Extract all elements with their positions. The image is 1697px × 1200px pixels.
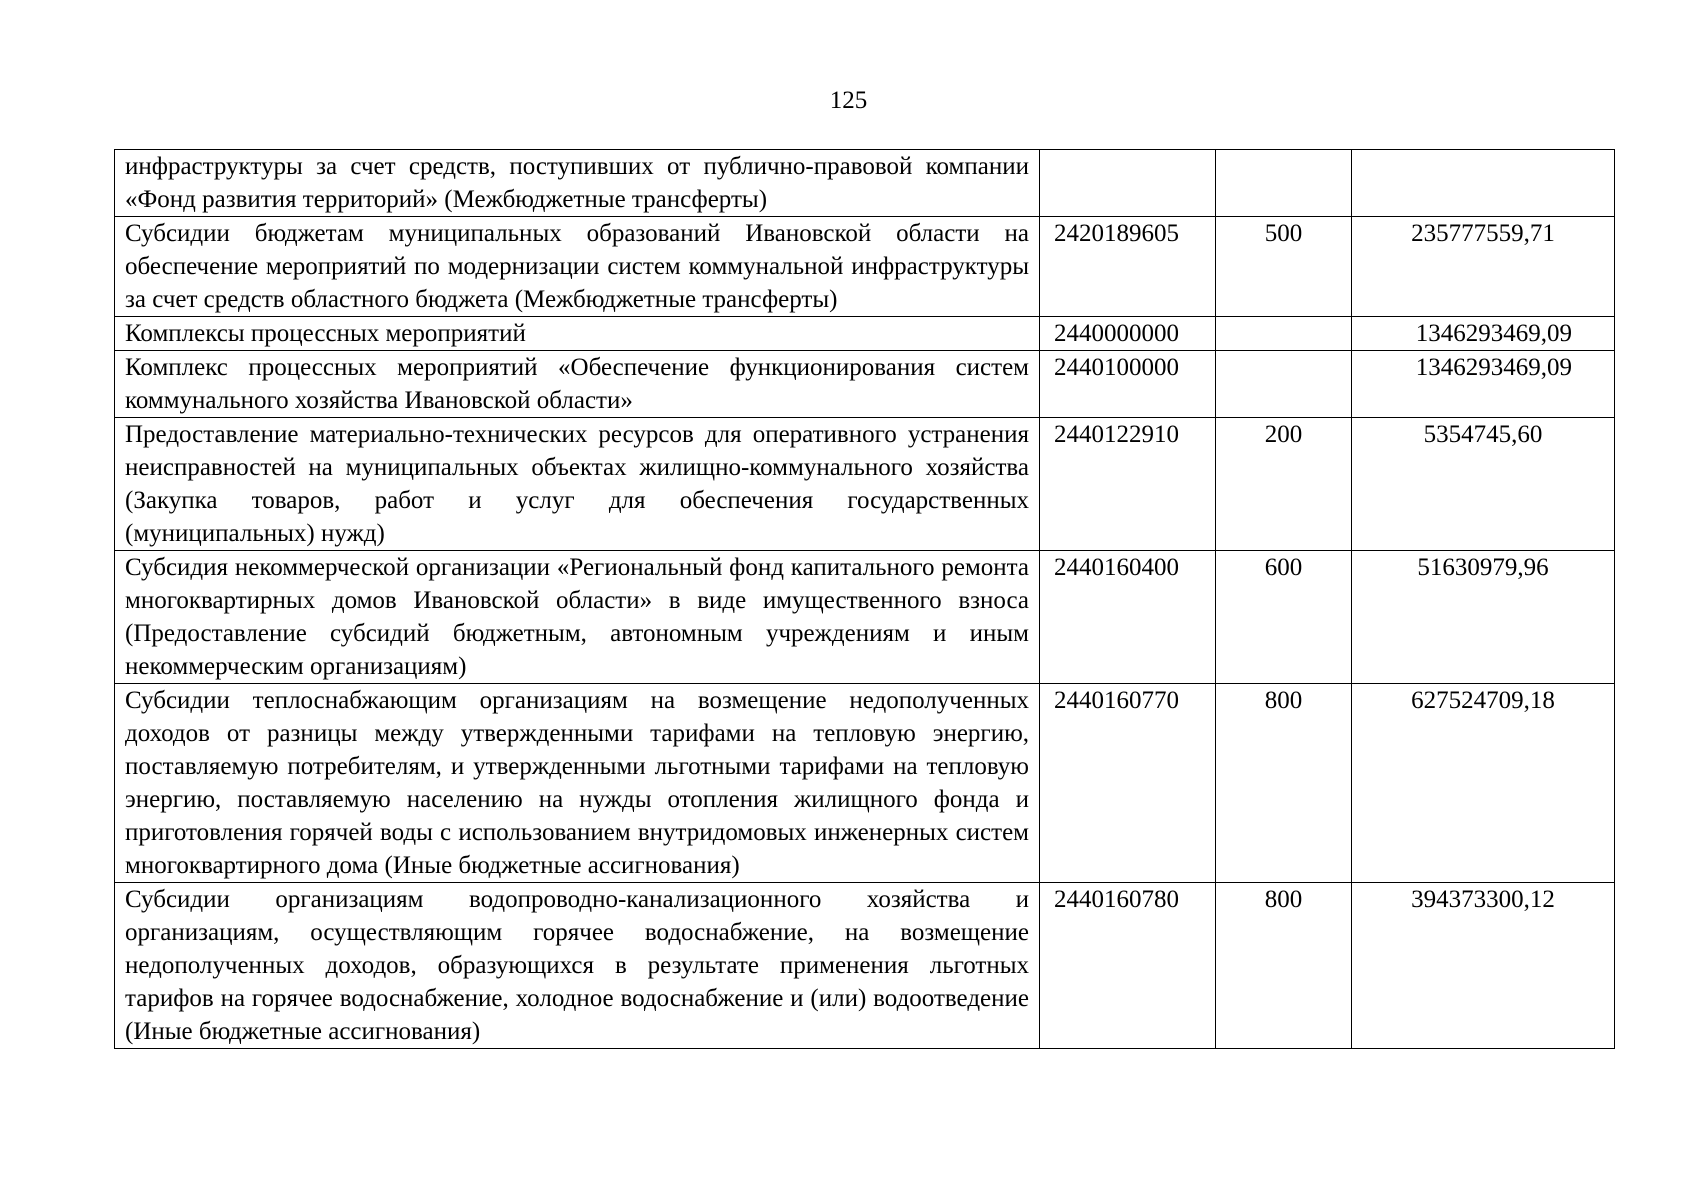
row-description: Комплексы процессных мероприятий <box>115 317 1040 351</box>
row-description: Предоставление материально-технических ресурсов для оперативного устранения неисправностей на муниципальных объектах жилищно-коммунального хозяйства (Закупка товаров, работ и услуг для обеспечения государственных (муниципальных) нужд) <box>115 418 1040 551</box>
row-expense-type: 800 <box>1216 684 1352 883</box>
table-row <box>115 883 1615 1049</box>
row-amount: 394373300,12 <box>1352 883 1615 1049</box>
table-row <box>115 217 1615 317</box>
row-description: Комплекс процессных мероприятий «Обеспечение функционирования систем коммунального хозяйства Ивановской области» <box>115 351 1040 418</box>
row-amount: 1346293469,09 <box>1352 317 1615 351</box>
row-description: Субсидии бюджетам муниципальных образований Ивановской области на обеспечение мероприятий по модернизации систем коммунальной инфраструктуры за счет средств областного бюджета (Межбюджетные трансферты) <box>115 217 1040 317</box>
row-amount: 1346293469,09 <box>1352 351 1615 418</box>
table-row <box>115 150 1615 217</box>
table-row <box>115 684 1615 883</box>
budget-table <box>114 149 1615 1049</box>
row-expense-type: 800 <box>1216 883 1352 1049</box>
row-amount: 51630979,96 <box>1352 551 1615 684</box>
row-code: 2440160780 <box>1040 883 1216 1049</box>
row-code: 2440000000 <box>1040 317 1216 351</box>
row-amount: 235777559,71 <box>1352 217 1615 317</box>
table-row <box>115 418 1615 551</box>
row-code: 2440160770 <box>1040 684 1216 883</box>
row-expense-type <box>1216 351 1352 418</box>
row-expense-type: 200 <box>1216 418 1352 551</box>
row-amount: 627524709,18 <box>1352 684 1615 883</box>
row-code: 2440160400 <box>1040 551 1216 684</box>
table-row <box>115 317 1615 351</box>
row-code: 2440100000 <box>1040 351 1216 418</box>
row-amount: 5354745,60 <box>1352 418 1615 551</box>
row-amount <box>1352 150 1615 217</box>
row-expense-type <box>1216 150 1352 217</box>
row-description: Субсидия некоммерческой организации «Региональный фонд капитального ремонта многоквартирных домов Ивановской области» в виде имущественного взноса (Предоставление субсидий бюджетным, автономным учреждениям и иным некоммерческим организациям) <box>115 551 1040 684</box>
row-expense-type <box>1216 317 1352 351</box>
page-number: 125 <box>829 87 868 114</box>
table-row <box>115 551 1615 684</box>
row-code: 2440122910 <box>1040 418 1216 551</box>
row-code: 2420189605 <box>1040 217 1216 317</box>
row-description: Субсидии теплоснабжающим организациям на возмещение недополученных доходов от разницы между утвержденными тарифами на тепловую энергию, поставляемую потребителям, и утвержденными льготными тарифами на тепловую энергию, поставляемую населению на нужды отопления жилищного фонда и приготовления горячей воды с использованием внутридомовых инженерных систем многоквартирного дома (Иные бюджетные ассигнования) <box>115 684 1040 883</box>
row-description: Субсидии организациям водопроводно-канализационного хозяйства и организациям, осуществляющим горячее водоснабжение, на возмещение недополученных доходов, образующихся в результате применения льготных тарифов на горячее водоснабжение, холодное водоснабжение и (или) водоотведение (Иные бюджетные ассигнования) <box>115 883 1040 1049</box>
row-code <box>1040 150 1216 217</box>
row-expense-type: 500 <box>1216 217 1352 317</box>
row-description: инфраструктуры за счет средств, поступивших от публично-правовой компании «Фонд развития территорий» (Межбюджетные трансферты) <box>115 150 1040 217</box>
table-row <box>115 351 1615 418</box>
row-expense-type: 600 <box>1216 551 1352 684</box>
